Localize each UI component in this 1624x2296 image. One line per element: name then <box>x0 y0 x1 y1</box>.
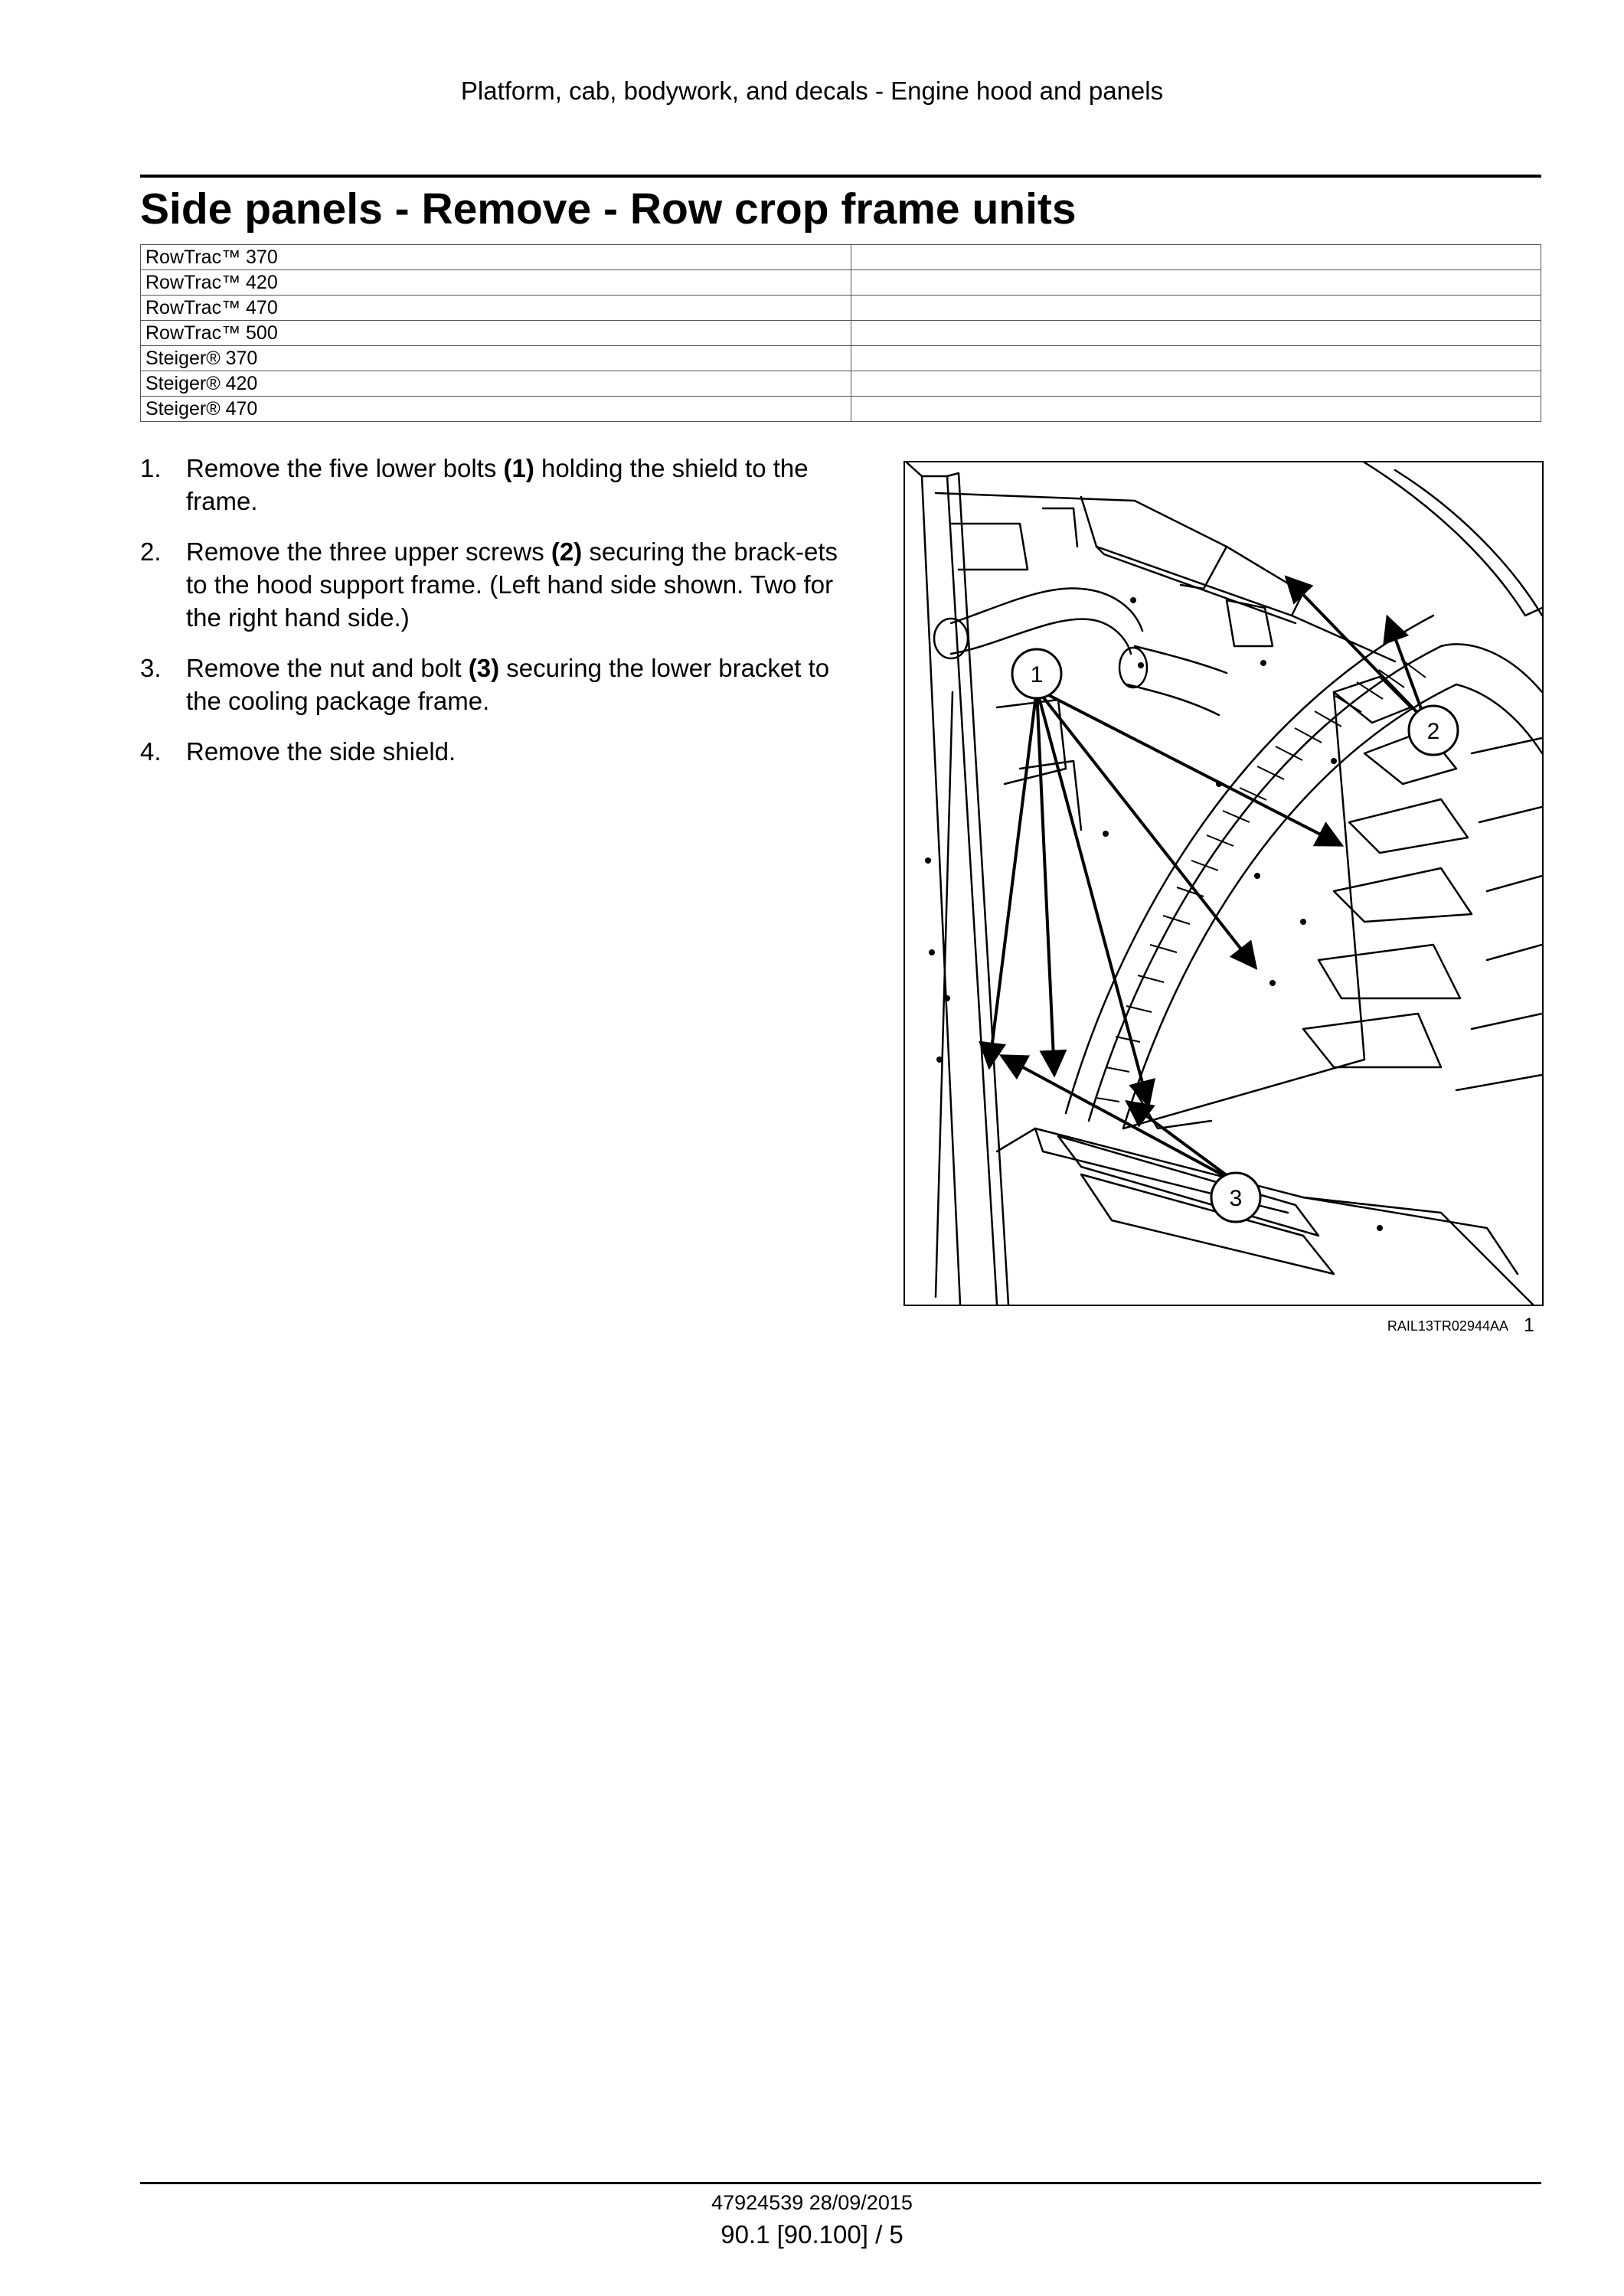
procedure-steps <box>140 452 845 785</box>
table-row <box>141 346 1541 371</box>
step-number: 3. <box>140 654 162 682</box>
footer-doc-id: 47924539 28/09/2015 <box>711 2191 913 2214</box>
table-row <box>141 321 1541 346</box>
model-cell: Steiger® 370 <box>141 346 851 371</box>
step-number: 1. <box>140 454 162 482</box>
footer-page-ref: 90.1 [90.100] / 5 <box>721 2220 903 2249</box>
callout-1-label: 1 <box>1030 662 1044 687</box>
step-text: securing the lower bracket to the cooling package frame. <box>186 654 830 715</box>
figure-image-code: RAIL13TR02944AA <box>1387 1318 1508 1334</box>
running-header: Platform, cab, bodywork, and decals - Engine hood and panels <box>460 77 1164 105</box>
footer-rule <box>140 2182 1541 2184</box>
step-text: holding the shield to the frame. <box>186 454 809 515</box>
table-row <box>141 397 1541 422</box>
table-row <box>141 270 1541 296</box>
step-text: securing the brack-ets to the hood support frame. (Left hand side shown. Two for the right hand side.) <box>186 537 838 632</box>
table-row <box>141 296 1541 321</box>
step-text: Remove the side shield. <box>186 737 456 766</box>
callout-3-label: 3 <box>1229 1186 1243 1211</box>
models-table <box>140 244 1541 422</box>
step-text: Remove the nut and bolt <box>186 654 469 682</box>
page-title: Side panels - Remove - Row crop frame units <box>140 185 1077 234</box>
step-ref: (3) <box>468 654 500 682</box>
table-row <box>141 245 1541 270</box>
model-cell: Steiger® 420 <box>141 371 851 397</box>
empty-cell <box>851 397 1541 422</box>
step-number: 2. <box>140 537 162 566</box>
model-cell: Steiger® 470 <box>141 397 851 422</box>
step-item <box>140 652 845 717</box>
figure-number: 1 <box>1524 1315 1534 1336</box>
step-item <box>140 452 845 518</box>
side-panel-illustration <box>905 462 1542 1305</box>
model-cell: RowTrac™ 500 <box>141 321 851 346</box>
empty-cell <box>851 371 1541 397</box>
empty-cell <box>851 270 1541 296</box>
empty-cell <box>851 321 1541 346</box>
model-cell: RowTrac™ 420 <box>141 270 851 296</box>
table-row <box>141 371 1541 397</box>
callout-2-label: 2 <box>1426 719 1440 744</box>
step-ref: (1) <box>503 454 534 482</box>
step-item <box>140 735 845 768</box>
figure-frame <box>903 461 1544 1306</box>
model-cell: RowTrac™ 370 <box>141 245 851 270</box>
empty-cell <box>851 296 1541 321</box>
step-number: 4. <box>140 737 162 766</box>
step-text: Remove the three upper screws <box>186 537 551 566</box>
empty-cell <box>851 346 1541 371</box>
step-text: Remove the five lower bolts <box>186 454 504 482</box>
model-cell: RowTrac™ 470 <box>141 296 851 321</box>
step-ref: (2) <box>551 537 583 566</box>
step-item <box>140 535 845 634</box>
empty-cell <box>851 245 1541 270</box>
